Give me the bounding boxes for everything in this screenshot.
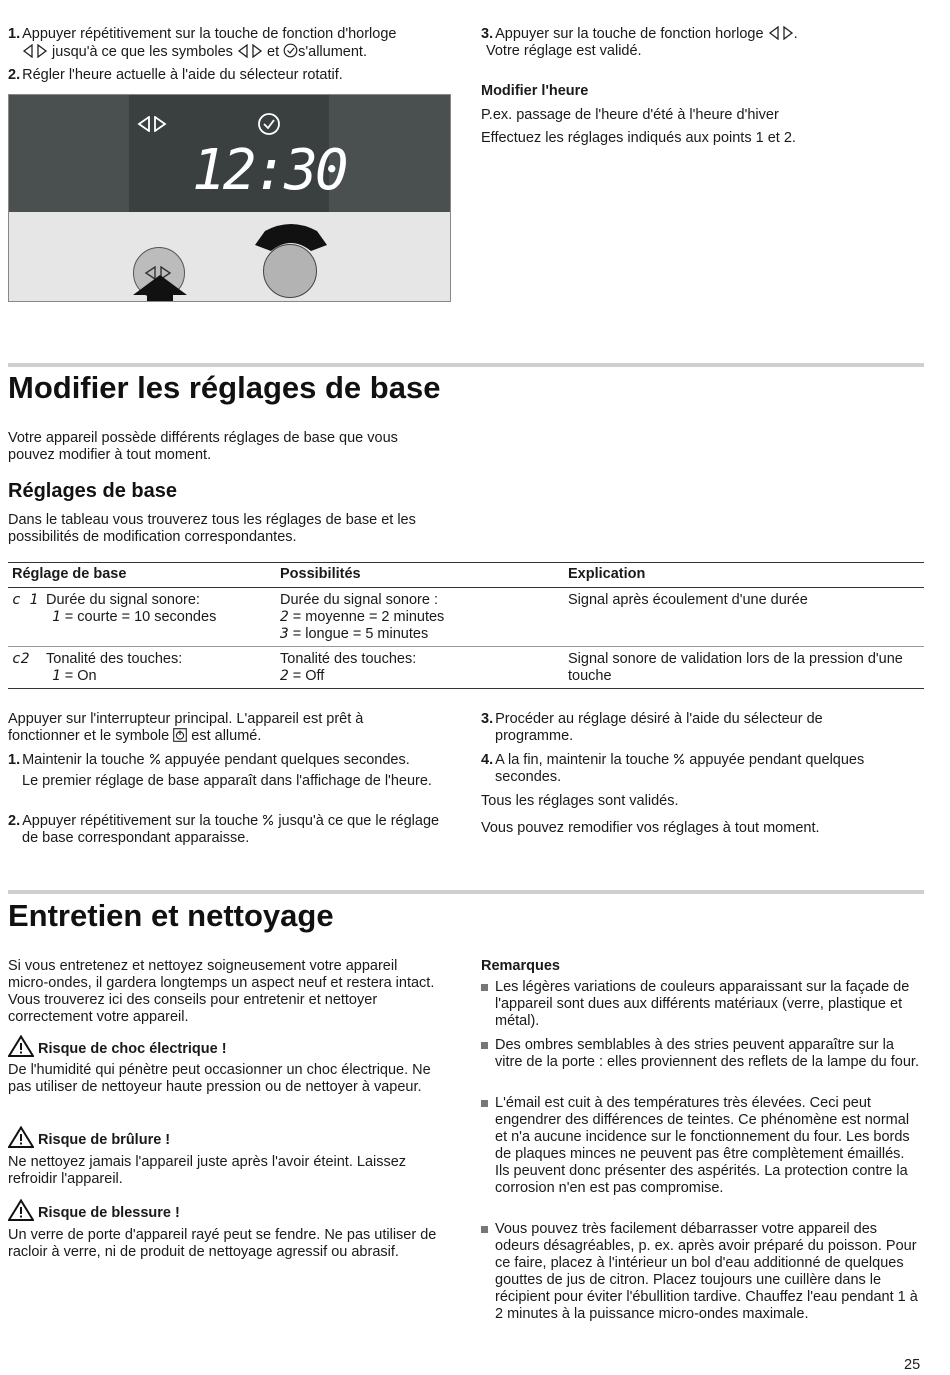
- display-time: 12:30: [192, 138, 346, 203]
- subsection-title-base-settings: Réglages de base: [8, 480, 177, 502]
- base-settings-table: [8, 562, 924, 689]
- section-divider: [8, 363, 924, 367]
- table-header: Possibilités: [276, 563, 564, 588]
- remarks-title: Remarques: [481, 958, 560, 974]
- base-settings-table-intro: Dans le tableau vous trouverez tous les réglages de base et les possibilités de modification correspondantes.: [8, 512, 416, 545]
- table-row: [8, 588, 924, 647]
- settings-key-icon: [149, 752, 161, 766]
- settings-validated-note: Tous les réglages sont validés.: [481, 793, 679, 809]
- table-cell-options: Tonalité des touches: 2 = Off: [276, 647, 564, 689]
- warning-title: Risque de brûlure !: [8, 1126, 170, 1149]
- clock-icon: [257, 112, 281, 136]
- remark-item: Vous pouvez très facilement débarrasser votre appareil des odeurs désagréables, p. ex. après avoir préparé du poisson. Pour ce faire, placez à l'intérieur un bol d'eau additionné de quelques gouttes de jus de citron. Placez toujours une cuillère dans le récipient pour éviter l'ébullition tardive. Chauffez l'eau pendant 1 à 2 minutes à la puissance micro-ondes maximale.: [481, 1221, 919, 1323]
- control-panel-illustration: [8, 94, 451, 302]
- settings-key-icon: [262, 813, 274, 827]
- clock-arrows-icon: [768, 26, 794, 40]
- top-step-1: 1. Appuyer répétitivement sur la touche de fonction d'horloge jusqu'à ce que les symboles et s'allument.: [8, 26, 397, 60]
- top-step-3: 3. Appuyer sur la touche de fonction horloge . Votre réglage est validé.: [481, 26, 798, 59]
- warning-icon: [8, 1126, 34, 1148]
- table-header: Réglage de base: [8, 563, 276, 588]
- power-icon: [173, 728, 187, 742]
- power-on-text: Appuyer sur l'interrupteur principal. L'appareil est prêt à fonctionner et le symbole est allumé.: [8, 711, 364, 744]
- setting-code: c2: [12, 651, 30, 667]
- warning-icon: [8, 1199, 34, 1221]
- warning-text: Ne nettoyez jamais l'appareil juste après l'avoir éteint. Laissez refroidir l'appareil.: [8, 1154, 407, 1187]
- modify-time-p1: P.ex. passage de l'heure d'été à l'heure d'hiver: [481, 107, 779, 123]
- section-divider: [8, 890, 924, 894]
- warning-icon: [8, 1035, 34, 1057]
- base-step-1: 1. Maintenir la touche appuyée pendant quelques secondes. Le premier réglage de base apparaît dans l'affichage de l'heure.: [8, 752, 432, 789]
- clock-arrows-icon: [137, 116, 167, 132]
- warning-text: De l'humidité qui pénètre peut occasionner un choc électrique. Ne pas utiliser de nettoyeur haute pression ou de nettoyer à vapeur.: [8, 1062, 431, 1095]
- section-title-cleaning: Entretien et nettoyage: [8, 898, 334, 933]
- table-cell-options: Durée du signal sonore : 2 = moyenne = 2 minutes 3 = longue = 5 minutes: [276, 588, 564, 647]
- remark-item: Des ombres semblables à des stries peuvent apparaître sur la vitre de la porte : elles proviennent des reflets de la lampe du four.: [481, 1037, 919, 1071]
- modify-time-p2: Effectuez les réglages indiqués aux points 1 et 2.: [481, 130, 796, 146]
- clock-arrows-icon: [22, 44, 48, 58]
- base-settings-intro: Votre appareil possède différents réglages de base que vous pouvez modifier à tout moment.: [8, 430, 398, 463]
- table-cell-explanation: Signal après écoulement d'une durée: [564, 588, 924, 647]
- base-step-3: 3. Procéder au réglage désiré à l'aide du sélecteur de programme.: [481, 711, 823, 744]
- table-cell-explanation: Signal sonore de validation lors de la pression d'une touche: [564, 647, 924, 689]
- press-arrow-icon: [133, 275, 187, 302]
- cleaning-intro: Si vous entretenez et nettoyez soigneusement votre appareil micro-ondes, il gardera longtemps un aspect neuf et restera intact. Vous trouverez ici des conseils pour entretenir et nettoyer correctement votre appareil.: [8, 958, 435, 1025]
- warning-title: Risque de choc électrique !: [8, 1035, 227, 1058]
- section-title-base-settings: Modifier les réglages de base: [8, 370, 441, 405]
- top-step-2: 2. Régler l'heure actuelle à l'aide du sélecteur rotatif.: [8, 67, 343, 83]
- warning-text: Un verre de porte d'appareil rayé peut se fendre. Ne pas utiliser de racloir à verre, ni de produit de nettoyage agressif ou abrasif.: [8, 1227, 437, 1260]
- table-header-row: [8, 563, 924, 588]
- table-cell-setting: c 1 Durée du signal sonore: 1 = courte = 10 secondes: [8, 588, 276, 647]
- table-row: [8, 647, 924, 689]
- remark-item: L'émail est cuit à des températures très élevées. Ceci peut engendrer des différences de teintes. Ce phénomène est normal et n'a aucune incidence sur le fonctionnement du four. Les bords de plaques minces ne peuvent pas être complètement émaillés. Ils peuvent donc présenter des aspérités. La protection contre la corrosion n'en est pas compromise.: [481, 1095, 919, 1197]
- setting-code: c 1: [12, 592, 39, 608]
- base-step-4: 4. A la fin, maintenir la touche appuyée pendant quelques secondes.: [481, 752, 865, 785]
- base-step-2: 2. Appuyer répétitivement sur la touche jusqu'à ce que le réglage de base correspondant apparaisse.: [8, 813, 440, 846]
- settings-key-icon: [673, 752, 685, 766]
- modify-time-title: Modifier l'heure: [481, 83, 589, 99]
- page-number: 25: [904, 1357, 921, 1373]
- settings-modify-note: Vous pouvez remodifier vos réglages à tout moment.: [481, 820, 820, 836]
- clock-icon: [283, 43, 298, 58]
- clock-arrows-icon: [237, 44, 263, 58]
- remark-item: Les légères variations de couleurs apparaissant sur la façade de l'appareil sont dues aux différents matériaux (verre, plastique et métal).: [481, 979, 919, 1030]
- table-cell-setting: c2 Tonalité des touches: 1 = On: [8, 647, 276, 689]
- warning-title: Risque de blessure !: [8, 1199, 180, 1222]
- display-panel: [9, 95, 451, 212]
- rotate-arrow-icon: [253, 221, 329, 261]
- table-header: Explication: [564, 563, 924, 588]
